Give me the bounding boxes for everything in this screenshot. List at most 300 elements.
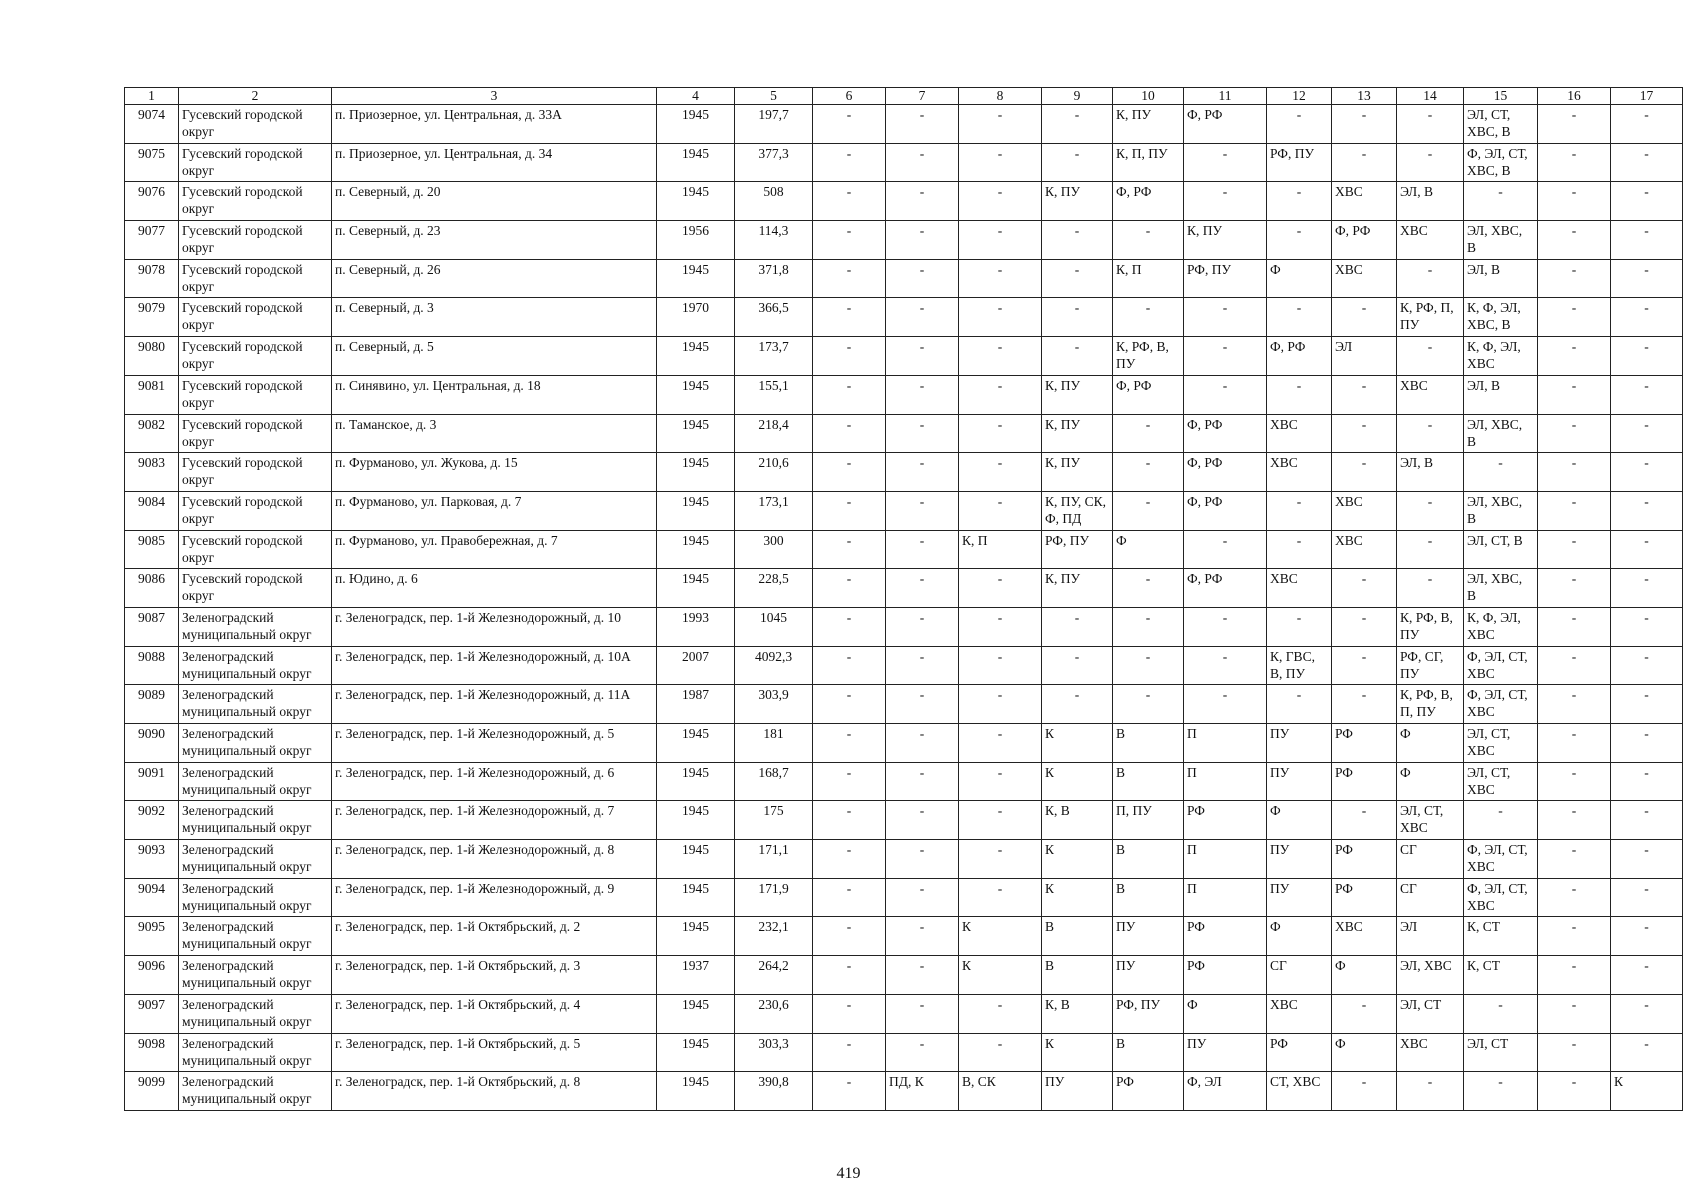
table-cell-col-7: - xyxy=(886,917,959,956)
table-cell-col-1: 9098 xyxy=(125,1033,179,1072)
table-cell-col-2: Гусевский городской округ xyxy=(179,375,332,414)
table-cell-col-6: - xyxy=(813,840,886,879)
table-cell-col-1: 9084 xyxy=(125,491,179,530)
table-cell-col-3: п. Северный, д. 5 xyxy=(332,337,657,376)
table-cell-col-12: ХВС xyxy=(1267,453,1332,492)
page-number: 419 xyxy=(836,1165,861,1182)
table-cell-col-5: 168,7 xyxy=(735,762,813,801)
table-cell-col-4: 1945 xyxy=(657,1033,735,1072)
table-cell-col-10: К, ПУ xyxy=(1113,105,1184,144)
table-cell-col-5: 303,3 xyxy=(735,1033,813,1072)
table-cell-col-15: К, СТ xyxy=(1464,956,1538,995)
table-cell-col-12: ХВС xyxy=(1267,569,1332,608)
table-cell-col-3: п. Приозерное, ул. Центральная, д. 34 xyxy=(332,143,657,182)
table-cell-col-9: РФ, ПУ xyxy=(1042,530,1113,569)
table-cell-col-12: - xyxy=(1267,607,1332,646)
table-row xyxy=(125,762,1683,801)
table-cell-col-15: ЭЛ, ХВС, В xyxy=(1464,414,1538,453)
table-cell-col-8: - xyxy=(959,259,1042,298)
table-cell-col-1: 9076 xyxy=(125,182,179,221)
table-cell-col-10: - xyxy=(1113,414,1184,453)
table-cell-col-7: - xyxy=(886,956,959,995)
table-cell-col-1: 9095 xyxy=(125,917,179,956)
table-row xyxy=(125,569,1683,608)
table-cell-col-7: - xyxy=(886,105,959,144)
table-cell-col-8: К xyxy=(959,917,1042,956)
table-row xyxy=(125,878,1683,917)
table-cell-col-5: 1045 xyxy=(735,607,813,646)
table-cell-col-6: - xyxy=(813,646,886,685)
table-cell-col-16: - xyxy=(1538,143,1611,182)
table-cell-col-10: - xyxy=(1113,298,1184,337)
table-cell-col-4: 1945 xyxy=(657,724,735,763)
table-row xyxy=(125,182,1683,221)
table-cell-col-13: ЭЛ xyxy=(1332,337,1397,376)
table-cell-col-3: г. Зеленоградск, пер. 1-й Октябрьский, д. 3 xyxy=(332,956,657,995)
table-cell-col-13: ХВС xyxy=(1332,530,1397,569)
table-cell-col-4: 1945 xyxy=(657,143,735,182)
table-cell-col-2: Гусевский городской округ xyxy=(179,143,332,182)
table-cell-col-8: - xyxy=(959,414,1042,453)
table-cell-col-1: 9099 xyxy=(125,1072,179,1111)
table-cell-col-15: К, Ф, ЭЛ, ХВС xyxy=(1464,607,1538,646)
table-cell-col-14: СГ xyxy=(1397,878,1464,917)
table-row xyxy=(125,1072,1683,1111)
table-cell-col-7: - xyxy=(886,375,959,414)
table-row xyxy=(125,337,1683,376)
table-cell-col-1: 9093 xyxy=(125,840,179,879)
table-cell-col-13: РФ xyxy=(1332,878,1397,917)
table-row xyxy=(125,724,1683,763)
table-cell-col-10: - xyxy=(1113,491,1184,530)
table-cell-col-17: - xyxy=(1611,1033,1683,1072)
table-cell-col-14: ХВС xyxy=(1397,375,1464,414)
table-cell-col-17: - xyxy=(1611,530,1683,569)
table-cell-col-8: - xyxy=(959,685,1042,724)
table-cell-col-1: 9094 xyxy=(125,878,179,917)
table-cell-col-4: 1945 xyxy=(657,530,735,569)
table-cell-col-8: - xyxy=(959,453,1042,492)
table-cell-col-16: - xyxy=(1538,1072,1611,1111)
table-cell-col-3: п. Северный, д. 3 xyxy=(332,298,657,337)
table-cell-col-5: 232,1 xyxy=(735,917,813,956)
table-cell-col-4: 2007 xyxy=(657,646,735,685)
table-cell-col-1: 9086 xyxy=(125,569,179,608)
table-cell-col-10: РФ xyxy=(1113,1072,1184,1111)
column-header-9: 9 xyxy=(1042,88,1113,105)
table-cell-col-5: 210,6 xyxy=(735,453,813,492)
table-cell-col-1: 9074 xyxy=(125,105,179,144)
table-cell-col-4: 1987 xyxy=(657,685,735,724)
table-cell-col-3: г. Зеленоградск, пер. 1-й Железнодорожный, д. 5 xyxy=(332,724,657,763)
table-cell-col-17: - xyxy=(1611,491,1683,530)
table-cell-col-9: - xyxy=(1042,337,1113,376)
table-cell-col-7: - xyxy=(886,607,959,646)
table-cell-col-3: п. Северный, д. 26 xyxy=(332,259,657,298)
table-row xyxy=(125,143,1683,182)
table-cell-col-13: ХВС xyxy=(1332,917,1397,956)
table-cell-col-11: - xyxy=(1184,607,1267,646)
table-cell-col-10: РФ, ПУ xyxy=(1113,994,1184,1033)
table-cell-col-15: Ф, ЭЛ, СТ, ХВС, В xyxy=(1464,143,1538,182)
table-cell-col-7: - xyxy=(886,1033,959,1072)
table-cell-col-13: ХВС xyxy=(1332,491,1397,530)
table-cell-col-17: - xyxy=(1611,453,1683,492)
table-cell-col-16: - xyxy=(1538,956,1611,995)
table-cell-col-6: - xyxy=(813,453,886,492)
table-cell-col-9: - xyxy=(1042,259,1113,298)
table-cell-col-16: - xyxy=(1538,878,1611,917)
column-header-17: 17 xyxy=(1611,88,1683,105)
table-cell-col-17: К xyxy=(1611,1072,1683,1111)
table-row xyxy=(125,530,1683,569)
table-cell-col-1: 9077 xyxy=(125,221,179,260)
table-row xyxy=(125,917,1683,956)
column-header-7: 7 xyxy=(886,88,959,105)
table-cell-col-17: - xyxy=(1611,956,1683,995)
table-cell-col-8: - xyxy=(959,105,1042,144)
table-cell-col-4: 1945 xyxy=(657,259,735,298)
table-cell-col-8: - xyxy=(959,840,1042,879)
table-row xyxy=(125,994,1683,1033)
table-cell-col-9: - xyxy=(1042,105,1113,144)
table-cell-col-16: - xyxy=(1538,917,1611,956)
table-cell-col-13: - xyxy=(1332,298,1397,337)
table-cell-col-2: Гусевский городской округ xyxy=(179,569,332,608)
table-row xyxy=(125,298,1683,337)
table-cell-col-5: 228,5 xyxy=(735,569,813,608)
table-cell-col-15: Ф, ЭЛ, СТ, ХВС xyxy=(1464,840,1538,879)
table-cell-col-6: - xyxy=(813,685,886,724)
column-header-10: 10 xyxy=(1113,88,1184,105)
table-cell-col-17: - xyxy=(1611,414,1683,453)
table-cell-col-3: п. Юдино, д. 6 xyxy=(332,569,657,608)
table-cell-col-8: - xyxy=(959,491,1042,530)
table-cell-col-14: - xyxy=(1397,337,1464,376)
table-cell-col-5: 175 xyxy=(735,801,813,840)
table-cell-col-12: РФ xyxy=(1267,1033,1332,1072)
table-cell-col-2: Зеленоградский муниципальный округ xyxy=(179,724,332,763)
table-cell-col-10: - xyxy=(1113,453,1184,492)
table-cell-col-15: - xyxy=(1464,182,1538,221)
table-cell-col-2: Гусевский городской округ xyxy=(179,182,332,221)
table-cell-col-11: П xyxy=(1184,724,1267,763)
table-cell-col-7: - xyxy=(886,569,959,608)
table-cell-col-2: Гусевский городской округ xyxy=(179,105,332,144)
table-cell-col-10: К, П xyxy=(1113,259,1184,298)
table-cell-col-5: 173,7 xyxy=(735,337,813,376)
table-cell-col-17: - xyxy=(1611,105,1683,144)
table-cell-col-12: ПУ xyxy=(1267,878,1332,917)
column-header-13: 13 xyxy=(1332,88,1397,105)
table-cell-col-15: ЭЛ, СТ, В xyxy=(1464,530,1538,569)
table-cell-col-3: г. Зеленоградск, пер. 1-й Октябрьский, д. 4 xyxy=(332,994,657,1033)
table-cell-col-5: 218,4 xyxy=(735,414,813,453)
table-cell-col-11: РФ, ПУ xyxy=(1184,259,1267,298)
table-cell-col-12: - xyxy=(1267,105,1332,144)
table-cell-col-17: - xyxy=(1611,840,1683,879)
table-cell-col-13: РФ xyxy=(1332,762,1397,801)
table-cell-col-13: РФ xyxy=(1332,724,1397,763)
table-row xyxy=(125,956,1683,995)
table-cell-col-14: ЭЛ xyxy=(1397,917,1464,956)
table-cell-col-5: 197,7 xyxy=(735,105,813,144)
table-cell-col-7: - xyxy=(886,221,959,260)
table-cell-col-1: 9075 xyxy=(125,143,179,182)
table-cell-col-13: Ф xyxy=(1332,956,1397,995)
table-cell-col-9: - xyxy=(1042,685,1113,724)
table-cell-col-9: К, ПУ xyxy=(1042,182,1113,221)
table-cell-col-11: Ф, РФ xyxy=(1184,453,1267,492)
table-cell-col-7: - xyxy=(886,762,959,801)
table-cell-col-10: Ф, РФ xyxy=(1113,375,1184,414)
table-cell-col-14: К, РФ, П, ПУ xyxy=(1397,298,1464,337)
table-cell-col-2: Зеленоградский муниципальный округ xyxy=(179,956,332,995)
table-cell-col-1: 9080 xyxy=(125,337,179,376)
table-cell-col-2: Гусевский городской округ xyxy=(179,221,332,260)
table-cell-col-15: К, СТ xyxy=(1464,917,1538,956)
table-cell-col-14: ЭЛ, СТ xyxy=(1397,994,1464,1033)
table-cell-col-11: П xyxy=(1184,840,1267,879)
table-cell-col-11: П xyxy=(1184,878,1267,917)
table-cell-col-7: - xyxy=(886,840,959,879)
table-cell-col-8: К, П xyxy=(959,530,1042,569)
table-cell-col-4: 1945 xyxy=(657,105,735,144)
table-cell-col-9: К xyxy=(1042,840,1113,879)
table-cell-col-15: ЭЛ, СТ, ХВС, В xyxy=(1464,105,1538,144)
table-cell-col-8: - xyxy=(959,801,1042,840)
table-cell-col-10: К, П, ПУ xyxy=(1113,143,1184,182)
column-header-14: 14 xyxy=(1397,88,1464,105)
table-cell-col-1: 9079 xyxy=(125,298,179,337)
table-cell-col-11: РФ xyxy=(1184,917,1267,956)
table-cell-col-17: - xyxy=(1611,569,1683,608)
table-cell-col-17: - xyxy=(1611,685,1683,724)
table-cell-col-10: - xyxy=(1113,607,1184,646)
table-cell-col-10: В xyxy=(1113,724,1184,763)
table-cell-col-14: ЭЛ, ХВС xyxy=(1397,956,1464,995)
table-cell-col-16: - xyxy=(1538,298,1611,337)
table-cell-col-16: - xyxy=(1538,375,1611,414)
column-header-12: 12 xyxy=(1267,88,1332,105)
table-cell-col-12: - xyxy=(1267,375,1332,414)
table-cell-col-2: Гусевский городской округ xyxy=(179,259,332,298)
table-cell-col-4: 1945 xyxy=(657,453,735,492)
table-cell-col-13: - xyxy=(1332,1072,1397,1111)
table-cell-col-6: - xyxy=(813,143,886,182)
table-cell-col-4: 1945 xyxy=(657,994,735,1033)
table-cell-col-3: г. Зеленоградск, пер. 1-й Железнодорожный, д. 6 xyxy=(332,762,657,801)
table-cell-col-13: - xyxy=(1332,143,1397,182)
table-cell-col-6: - xyxy=(813,375,886,414)
table-cell-col-3: г. Зеленоградск, пер. 1-й Железнодорожный, д. 7 xyxy=(332,801,657,840)
table-cell-col-9: В xyxy=(1042,956,1113,995)
table-cell-col-3: п. Таманское, д. 3 xyxy=(332,414,657,453)
table-cell-col-15: ЭЛ, ХВС, В xyxy=(1464,569,1538,608)
table-cell-col-9: ПУ xyxy=(1042,1072,1113,1111)
table-cell-col-11: - xyxy=(1184,337,1267,376)
table-cell-col-13: РФ xyxy=(1332,840,1397,879)
column-header-6: 6 xyxy=(813,88,886,105)
table-cell-col-12: СГ xyxy=(1267,956,1332,995)
table-cell-col-14: ЭЛ, В xyxy=(1397,453,1464,492)
table-cell-col-6: - xyxy=(813,491,886,530)
table-cell-col-13: - xyxy=(1332,685,1397,724)
table-cell-col-11: - xyxy=(1184,298,1267,337)
table-cell-col-8: - xyxy=(959,878,1042,917)
table-cell-col-11: РФ xyxy=(1184,956,1267,995)
table-cell-col-3: г. Зеленоградск, пер. 1-й Октябрьский, д. 8 xyxy=(332,1072,657,1111)
table-cell-col-5: 264,2 xyxy=(735,956,813,995)
table-cell-col-9: К xyxy=(1042,1033,1113,1072)
table-cell-col-17: - xyxy=(1611,182,1683,221)
column-header-11: 11 xyxy=(1184,88,1267,105)
table-cell-col-16: - xyxy=(1538,1033,1611,1072)
table-cell-col-8: - xyxy=(959,221,1042,260)
table-cell-col-9: К, ПУ, СК, Ф, ПД xyxy=(1042,491,1113,530)
table-cell-col-12: Ф, РФ xyxy=(1267,337,1332,376)
table-cell-col-14: ХВС xyxy=(1397,1033,1464,1072)
table-cell-col-2: Зеленоградский муниципальный округ xyxy=(179,1033,332,1072)
table-cell-col-9: К, В xyxy=(1042,994,1113,1033)
table-cell-col-11: Ф, РФ xyxy=(1184,569,1267,608)
table-cell-col-6: - xyxy=(813,259,886,298)
table-cell-col-6: - xyxy=(813,298,886,337)
table-cell-col-5: 390,8 xyxy=(735,1072,813,1111)
table-cell-col-10: Ф, РФ xyxy=(1113,182,1184,221)
table-cell-col-5: 377,3 xyxy=(735,143,813,182)
table-cell-col-17: - xyxy=(1611,724,1683,763)
table-cell-col-6: - xyxy=(813,221,886,260)
table-cell-col-2: Зеленоградский муниципальный округ xyxy=(179,685,332,724)
table-cell-col-2: Зеленоградский муниципальный округ xyxy=(179,994,332,1033)
table-cell-col-17: - xyxy=(1611,762,1683,801)
table-cell-col-7: - xyxy=(886,143,959,182)
table-cell-col-8: - xyxy=(959,724,1042,763)
table-cell-col-1: 9083 xyxy=(125,453,179,492)
table-cell-col-7: - xyxy=(886,724,959,763)
table-cell-col-5: 371,8 xyxy=(735,259,813,298)
table-cell-col-10: - xyxy=(1113,646,1184,685)
table-cell-col-16: - xyxy=(1538,259,1611,298)
table-cell-col-15: ЭЛ, СТ, ХВС xyxy=(1464,724,1538,763)
table-cell-col-13: - xyxy=(1332,607,1397,646)
table-cell-col-9: К, ПУ xyxy=(1042,375,1113,414)
table-cell-col-8: - xyxy=(959,182,1042,221)
table-cell-col-1: 9091 xyxy=(125,762,179,801)
table-cell-col-4: 1945 xyxy=(657,375,735,414)
table-cell-col-12: - xyxy=(1267,530,1332,569)
table-cell-col-6: - xyxy=(813,956,886,995)
table-cell-col-9: В xyxy=(1042,917,1113,956)
table-cell-col-7: - xyxy=(886,182,959,221)
column-header-2: 2 xyxy=(179,88,332,105)
table-cell-col-10: - xyxy=(1113,685,1184,724)
table-cell-col-2: Зеленоградский муниципальный округ xyxy=(179,801,332,840)
table-cell-col-1: 9085 xyxy=(125,530,179,569)
table-cell-col-12: - xyxy=(1267,182,1332,221)
table-cell-col-14: - xyxy=(1397,414,1464,453)
table-cell-col-6: - xyxy=(813,337,886,376)
table-cell-col-5: 300 xyxy=(735,530,813,569)
table-cell-col-3: п. Северный, д. 23 xyxy=(332,221,657,260)
table-cell-col-3: п. Синявино, ул. Центральная, д. 18 xyxy=(332,375,657,414)
table-cell-col-7: - xyxy=(886,878,959,917)
table-cell-col-11: - xyxy=(1184,143,1267,182)
table-cell-col-4: 1945 xyxy=(657,337,735,376)
table-cell-col-11: - xyxy=(1184,182,1267,221)
table-cell-col-6: - xyxy=(813,917,886,956)
table-cell-col-9: К xyxy=(1042,762,1113,801)
table-cell-col-17: - xyxy=(1611,298,1683,337)
table-cell-col-11: К, ПУ xyxy=(1184,221,1267,260)
table-cell-col-17: - xyxy=(1611,259,1683,298)
table-cell-col-15: ЭЛ, В xyxy=(1464,375,1538,414)
table-cell-col-6: - xyxy=(813,182,886,221)
table-row xyxy=(125,840,1683,879)
table-cell-col-6: - xyxy=(813,1072,886,1111)
table-cell-col-4: 1945 xyxy=(657,840,735,879)
table-cell-col-16: - xyxy=(1538,105,1611,144)
table-cell-col-6: - xyxy=(813,530,886,569)
table-cell-col-16: - xyxy=(1538,607,1611,646)
table-cell-col-8: В, СК xyxy=(959,1072,1042,1111)
table-cell-col-16: - xyxy=(1538,840,1611,879)
table-cell-col-17: - xyxy=(1611,801,1683,840)
table-cell-col-14: Ф xyxy=(1397,762,1464,801)
table-cell-col-2: Зеленоградский муниципальный округ xyxy=(179,762,332,801)
table-cell-col-10: ПУ xyxy=(1113,956,1184,995)
table-cell-col-10: П, ПУ xyxy=(1113,801,1184,840)
column-header-1: 1 xyxy=(125,88,179,105)
table-cell-col-16: - xyxy=(1538,994,1611,1033)
table-cell-col-3: п. Северный, д. 20 xyxy=(332,182,657,221)
table-cell-col-16: - xyxy=(1538,569,1611,608)
table-cell-col-12: ПУ xyxy=(1267,840,1332,879)
table-cell-col-16: - xyxy=(1538,337,1611,376)
column-header-5: 5 xyxy=(735,88,813,105)
table-cell-col-14: РФ, СГ, ПУ xyxy=(1397,646,1464,685)
table-cell-col-7: ПД, К xyxy=(886,1072,959,1111)
column-header-16: 16 xyxy=(1538,88,1611,105)
table-cell-col-13: ХВС xyxy=(1332,259,1397,298)
table-cell-col-9: К, ПУ xyxy=(1042,414,1113,453)
table-cell-col-6: - xyxy=(813,994,886,1033)
table-body xyxy=(125,105,1683,1111)
table-cell-col-12: РФ, ПУ xyxy=(1267,143,1332,182)
table-cell-col-14: К, РФ, В, П, ПУ xyxy=(1397,685,1464,724)
table-cell-col-6: - xyxy=(813,569,886,608)
table-cell-col-12: Ф xyxy=(1267,801,1332,840)
table-cell-col-5: 155,1 xyxy=(735,375,813,414)
table-cell-col-7: - xyxy=(886,685,959,724)
table-cell-col-7: - xyxy=(886,414,959,453)
table-cell-col-13: ХВС xyxy=(1332,182,1397,221)
table-cell-col-13: Ф xyxy=(1332,1033,1397,1072)
table-cell-col-9: - xyxy=(1042,607,1113,646)
table-cell-col-9: К, ПУ xyxy=(1042,569,1113,608)
table-cell-col-2: Гусевский городской округ xyxy=(179,298,332,337)
table-cell-col-15: - xyxy=(1464,994,1538,1033)
table-row xyxy=(125,1033,1683,1072)
table-cell-col-9: К, ПУ xyxy=(1042,453,1113,492)
table-cell-col-4: 1945 xyxy=(657,414,735,453)
table-cell-col-7: - xyxy=(886,259,959,298)
table-cell-col-4: 1945 xyxy=(657,762,735,801)
table-cell-col-2: Гусевский городской округ xyxy=(179,414,332,453)
table-cell-col-14: Ф xyxy=(1397,724,1464,763)
table-cell-col-1: 9089 xyxy=(125,685,179,724)
